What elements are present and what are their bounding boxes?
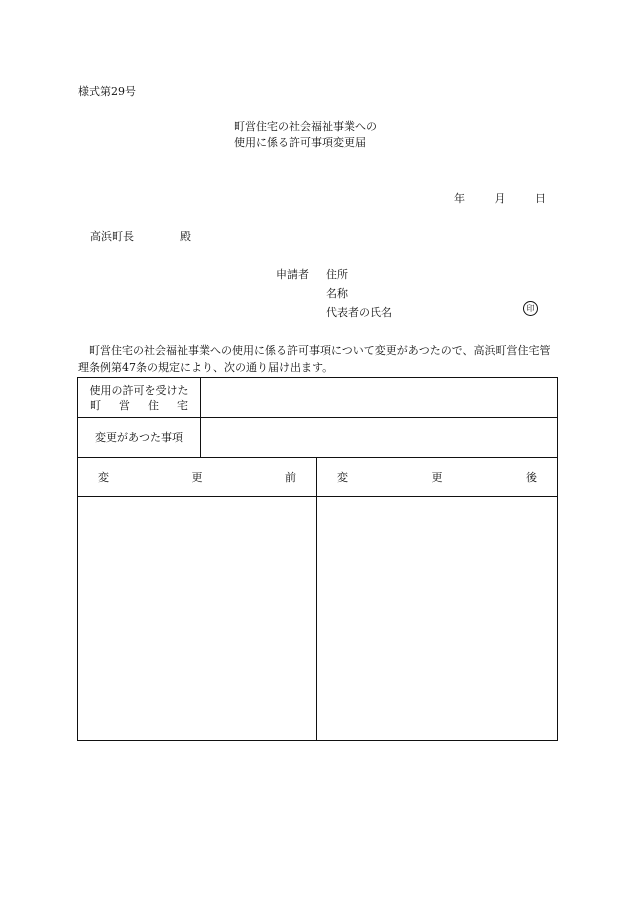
changed-item-label: 変更があつた事項: [78, 418, 201, 458]
after-header: [317, 458, 558, 497]
after-header-char-3: 後: [526, 471, 537, 484]
applicant-address-row: [276, 265, 392, 284]
before-header-char-3: 前: [285, 471, 296, 484]
date-month: 月: [494, 192, 506, 205]
body-text: 町営住宅の社会福祉事業への使用に係る許可事項について変更があつたので、高浜町営住宅管理条例第47条の規定により、次の通り届け出ます。: [78, 344, 551, 374]
form-number: 様式第29号: [78, 85, 136, 98]
seal-mark: 印: [523, 301, 538, 316]
title-line-2: 使用に係る許可事項変更届: [234, 136, 366, 149]
applicant-heading: 申請者: [276, 268, 309, 281]
name-label: 名称: [326, 287, 348, 300]
row-before-after-header: [78, 458, 558, 497]
approved-housing-char-2: 営: [119, 398, 130, 412]
before-header: [78, 458, 317, 497]
addressee-honorific: 殿: [180, 230, 191, 243]
date-day: 日: [535, 192, 546, 205]
date-line: [454, 191, 546, 207]
row-approved-housing: [78, 378, 558, 418]
address-label: 住所: [326, 268, 348, 281]
after-header-char-2: 更: [431, 471, 443, 484]
after-content-field[interactable]: [317, 497, 558, 741]
before-header-char-1: 変: [98, 471, 109, 484]
approved-housing-char-4: 宅: [177, 398, 188, 412]
applicant-representative-row: [276, 303, 392, 322]
row-changed-item: [78, 418, 558, 458]
applicant-name-row: [276, 284, 392, 303]
document-title: [234, 119, 377, 151]
approved-housing-label-line1: 使用の許可を受けた: [89, 383, 189, 397]
approved-housing-label: [78, 378, 201, 418]
addressee-name: 高浜町長: [90, 230, 134, 243]
applicant-block: [276, 265, 392, 322]
addressee: [90, 229, 191, 245]
before-content-field[interactable]: [78, 497, 317, 741]
after-header-char-1: 変: [337, 471, 348, 484]
approved-housing-char-1: 町: [90, 398, 101, 412]
approved-housing-char-3: 住: [148, 398, 159, 412]
representative-label: 代表者の氏名: [326, 306, 392, 319]
changed-item-field[interactable]: [201, 418, 558, 458]
row-before-after-content: [78, 497, 558, 741]
date-year: 年: [454, 192, 465, 205]
approved-housing-field[interactable]: [201, 378, 558, 418]
before-header-char-2: 更: [191, 471, 203, 484]
title-line-1: 町営住宅の社会福祉事業への: [234, 120, 377, 133]
change-form-table: [77, 377, 558, 741]
